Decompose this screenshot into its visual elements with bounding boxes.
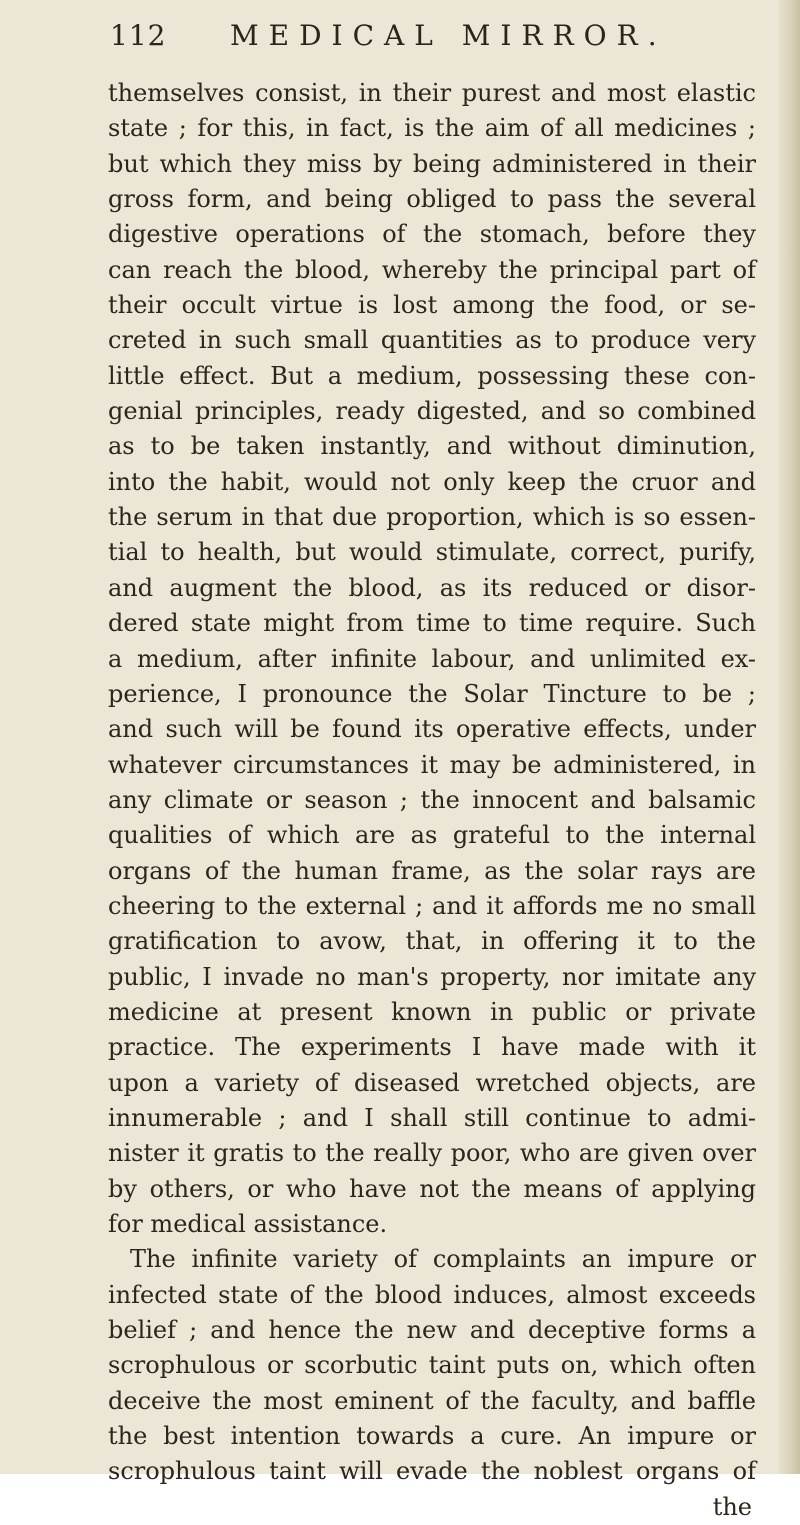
text-line: but which they miss by being administered in their: [108, 149, 756, 178]
text-line: belief ; and hence the new and deceptive forms a: [108, 1316, 756, 1345]
text-line: their occult virtue is lost among the food, or se-: [108, 291, 756, 320]
text-line: scrophulous taint will evade the noblest organs of: [108, 1457, 756, 1486]
text-line: whatever circumstances it may be administered, in: [108, 750, 756, 779]
text-line: into the habit, would not only keep the cruor and: [108, 467, 756, 496]
text-line: a medium, after infinite labour, and unlimited ex-: [108, 644, 756, 673]
text-line: tial to health, but would stimulate, correct, purify,: [108, 538, 756, 567]
text-line: gross form, and being obliged to pass the several: [108, 185, 756, 214]
text-line: nister it gratis to the really poor, who are given over: [108, 1139, 756, 1168]
catchword: the: [712, 1492, 752, 1521]
text-line: perience, I pronounce the Solar Tincture to be ;: [108, 679, 756, 708]
text-line: themselves consist, in their purest and most elastic: [108, 79, 756, 107]
text-line: upon a variety of diseased wretched objects, are: [108, 1068, 756, 1097]
text-line: as to be taken instantly, and without diminution,: [108, 432, 756, 461]
page-number: 112: [110, 19, 167, 52]
paragraph-end-line: for medical assistance.: [108, 1210, 388, 1238]
text-line: the best intention towards a cure. An impure or: [108, 1422, 756, 1451]
text-line: creted in such small quantities as to produce very: [108, 326, 756, 355]
page-header: [110, 16, 750, 56]
text-line: dered state might from time to time require. Such: [108, 609, 756, 638]
text-line: innumerable ; and I shall still continue to admi-: [108, 1103, 756, 1132]
text-line: and augment the blood, as its reduced or disor-: [108, 573, 756, 602]
text-line: public, I invade no man's property, nor imitate any: [108, 962, 756, 991]
text-line: by others, or who have not the means of applying: [108, 1174, 756, 1203]
text-line: the serum in that due proportion, which is so essen-: [108, 503, 756, 532]
text-line: gratification to avow, that, in offering it to the: [108, 927, 756, 956]
text-line: deceive the most eminent of the faculty, and baffle: [108, 1386, 756, 1415]
text-line: qualities of which are as grateful to the internal: [108, 821, 756, 850]
text-line: practice. The experiments I have made with it: [108, 1033, 756, 1062]
text-line: any climate or season ; the innocent and balsamic: [108, 785, 756, 814]
text-line: organs of the human frame, as the solar rays are: [108, 856, 756, 885]
text-line: infected state of the blood induces, almost exceeds: [108, 1280, 756, 1309]
text-line: digestive operations of the stomach, before they: [108, 220, 756, 249]
text-line: medicine at present known in public or private: [108, 997, 756, 1026]
text-line: genial principles, ready digested, and so combined: [108, 397, 756, 426]
body-text: [108, 76, 756, 1525]
text-line: can reach the blood, whereby the principal part of: [108, 255, 756, 284]
text-line: cheering to the external ; and it affords me no small: [108, 891, 756, 920]
text-line: and such will be found its operative effects, under: [108, 715, 756, 744]
text-line: little effect. But a medium, possessing these con-: [108, 361, 756, 390]
text-line: state ; for this, in fact, is the aim of all medicines ;: [108, 114, 756, 143]
running-head: MEDICAL MIRROR.: [230, 19, 667, 52]
paragraph-start-line: The infinite variety of complaints an impure or: [130, 1245, 756, 1274]
page-edge-shadow: [778, 0, 800, 1474]
text-line: scrophulous or scorbutic taint puts on, which often: [108, 1351, 756, 1380]
